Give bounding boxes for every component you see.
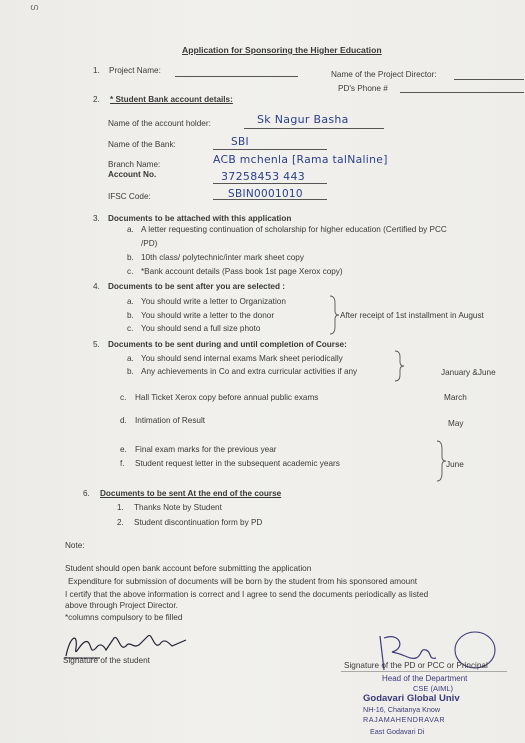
project-director-label: Name of the Project Director: [331,70,437,79]
s5-item-e-marker: e. [120,445,127,454]
s4-installment-note: After receipt of 1st installment in August [340,311,484,320]
s3-item-b-marker: b. [127,253,134,262]
section-5-number: 5. [93,340,100,349]
pd-signature-line [341,671,507,672]
branch-name-label: Branch Name: [108,160,161,169]
s3-item-b-text: 10th class/ polytechnic/inter mark sheet copy [141,253,304,262]
pd-phone-label: PD's Phone # [338,84,388,93]
stamp-line-4: NH-16, Chaitanya Know [363,705,441,714]
stamp-line-1: Head of the Department [382,674,468,683]
s5-month-may: May [448,419,464,428]
s4-brace [328,295,340,335]
s3-item-c-marker: c. [127,267,134,276]
project-name-label: Project Name: [109,66,161,75]
corner-mark: ഗ [30,2,39,12]
s4-item-c-text: You should send a full size photo [141,324,261,333]
section-5-heading: Documents to be sent during and until completion of Course: [108,340,347,349]
section-3-heading: Documents to be attached with this application [108,214,292,223]
s5-item-b-text: Any achievements in Co and extra curricular activities if any [141,367,358,376]
section-3-number: 3. [93,214,100,223]
pd-signature-label: Signature of the PD or PCC or Principal [344,661,488,670]
account-number-line [213,183,327,184]
s4-item-c-marker: c. [127,324,134,333]
project-director-line [454,79,524,80]
s5-item-f-text: Student request letter in the subsequent academic years [135,459,340,468]
s5-item-f-marker: f. [120,459,125,468]
project-name-line [175,76,298,77]
section-4-heading: Documents to be sent after you are selected : [108,282,285,291]
s3-item-c-text: *Bank account details (Pass book 1st page Xerox copy) [141,267,343,276]
ifsc-line [213,199,327,200]
stamp-line-5: RAJAMAHENDRAVAR [363,715,446,724]
section-6-heading: Documents to be sent At the end of the course [100,489,282,498]
note-line-1: Student should open bank account before submitting the application [65,564,312,573]
s5-item-c-marker: c. [120,393,127,402]
s5-item-e-text: Final exam marks for the previous year [135,445,277,454]
s4-item-b-text: You should write a letter to the donor [141,311,275,320]
section-2-number: 2. [93,95,100,104]
s4-item-b-marker: b. [127,311,134,320]
stamp-line-3: Godavari Global Univ [363,693,460,704]
s3-item-a-cont: /PD) [141,239,158,248]
section-1-number: 1. [93,66,100,75]
student-signature-label: Signature of the student [63,656,150,665]
s5-item-d-marker: d. [120,416,127,425]
stamp-line-2: CSE (AIML) [413,684,454,693]
pd-phone-line [400,92,524,93]
stamp-line-6: East Godavari Di [370,727,425,736]
s5-item-a-text: You should send internal exams Mark sheet periodically [141,354,343,363]
s6-item-1-text: Thanks Note by Student [134,503,222,512]
note-line-4: above through Project Director. [65,601,178,610]
note-label: Note: [65,541,85,550]
s5-item-d-text: Intimation of Result [135,416,206,425]
s6-item-1-marker: 1. [117,503,124,512]
note-line-2: Expenditure for submission of documents will be born by the student from his sponsored amount [68,577,418,586]
account-holder-line [244,128,384,129]
document-title: Application for Sponsoring the Higher Education [182,45,382,55]
account-holder-value: Sk Nagur Basha [257,113,349,126]
s5-item-a-marker: a. [127,354,134,363]
account-number-label: Account No. [108,170,157,179]
bank-name-line [213,149,327,150]
s5-month-january-june: January &June [441,368,496,377]
s3-item-a-marker: a. [127,225,134,234]
s5-month-june: June [446,460,464,469]
note-line-5: *columns compulsory to be filled [65,613,183,622]
s4-item-a-marker: a. [127,297,134,306]
s3-item-a-text: A letter requesting continuation of scholarship for higher education (Certified by PCC [141,225,447,234]
ifsc-value: SBIN0001010 [228,188,303,200]
s5-ab-brace [393,350,405,382]
s4-item-a-text: You should write a letter to Organization [141,297,286,306]
account-number-value: 37258453 443 [221,170,306,183]
s6-item-2-marker: 2. [117,518,124,527]
s5-item-c-text: Hall Ticket Xerox copy before annual public exams [135,393,319,402]
section-6-number: 6. [83,489,90,498]
section-4-number: 4. [93,282,100,291]
bank-details-heading: * Student Bank account details: [110,95,233,104]
ifsc-label: IFSC Code: [108,192,151,201]
bank-name-label: Name of the Bank: [108,140,176,149]
note-line-3: I certify that the above information is correct and I agree to send the documents periodically as listed [65,590,429,599]
s5-month-march: March [444,393,467,402]
s6-item-2-text: Student discontinuation form by PD [134,518,263,527]
branch-name-value: ACB mchenla [Rama talNaline] [213,153,388,166]
bank-name-value: SBI [231,136,249,148]
account-holder-label: Name of the account holder: [108,119,211,128]
s5-item-b-marker: b. [127,367,134,376]
